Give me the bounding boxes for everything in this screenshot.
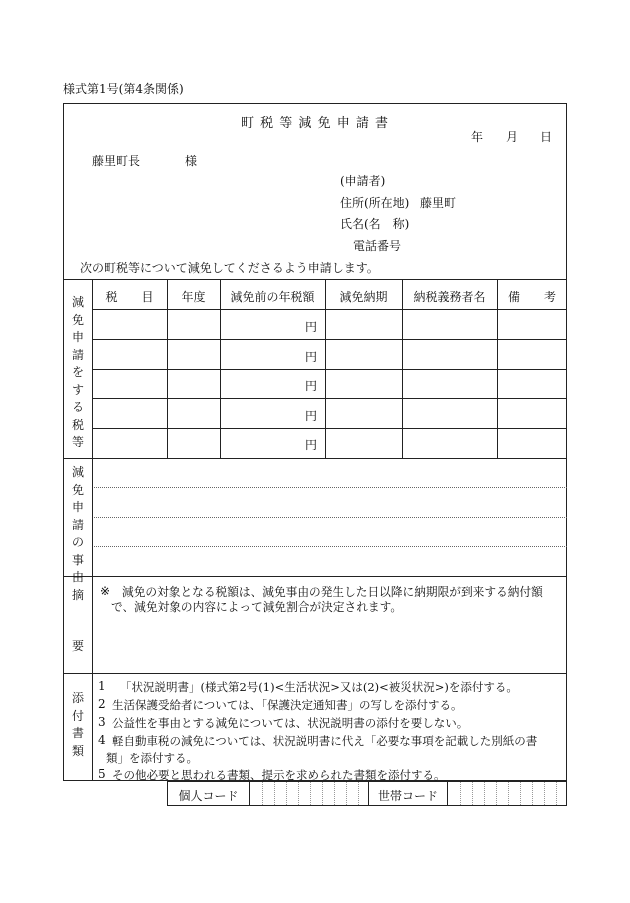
- attachment-3-num: 3: [98, 715, 106, 729]
- household-code-field[interactable]: [447, 781, 567, 806]
- attachment-1-num: 1: [98, 679, 106, 693]
- header-taxpayer-name: 納税義務者名: [413, 290, 486, 304]
- table-row-1-yen: 円: [304, 320, 317, 334]
- header-fiscal-year: 年度: [181, 290, 206, 304]
- header-annual-tax: 減免前の年税額: [230, 290, 315, 304]
- addressee-honorific: 様: [185, 154, 198, 168]
- header-payment-period: 減免納期: [339, 290, 388, 304]
- date-day: 日: [540, 130, 553, 144]
- phone-label: 電話番号: [353, 239, 402, 253]
- attachment-5-num: 5: [98, 767, 106, 781]
- request-text: 次の町税等について減免してくださるよう申請します。: [80, 261, 379, 275]
- name-label: 氏名(名 称): [340, 217, 410, 231]
- attachment-2-num: 2: [98, 697, 106, 711]
- summary-note-line1: 減免の対象となる税額は、減免事由の発生した日以降に納期限が到来する納付額: [122, 585, 543, 599]
- attachment-5-text: その他必要と思われる書類、提示を求められた書類を添付する。: [112, 768, 446, 782]
- personal-code-label: 個人コード: [178, 789, 239, 803]
- attachment-3-text: 公益性を事由とする減免については、状況説明書の添付を要しない。: [112, 716, 469, 730]
- addressee-name: 藤里町長: [92, 154, 141, 168]
- attachment-2-text: 生活保護受給者については、「保護決定通知書」の写しを添付する。: [112, 698, 463, 712]
- personal-code-field[interactable]: [249, 781, 369, 806]
- form-title: 町 税 等 減 免 申 請 書: [241, 116, 389, 131]
- form-number-label: 様式第1号(第4条関係): [63, 82, 184, 96]
- address-value: 藤里町: [420, 196, 457, 210]
- address-label: 住所(所在地): [340, 196, 410, 210]
- attachment-1-text: 「状況説明書」(様式第2号(1)<生活状況>又は(2)<被災状況>)を添付する。: [120, 680, 518, 694]
- header-tax-item: 税 目: [105, 290, 154, 304]
- table-row-2-yen: 円: [304, 350, 317, 364]
- header-remarks: 備 考: [507, 290, 556, 304]
- household-code-label-cell: [368, 781, 448, 806]
- applicant-heading: (申請者): [340, 174, 386, 188]
- attachment-4-text: 軽自動車税の減免については、状況説明書に代え「必要な事項を記載した別紙の書: [112, 734, 538, 748]
- personal-code-label-cell: [167, 781, 250, 806]
- date-month: 月: [506, 130, 519, 144]
- table-row-5-yen: 円: [304, 438, 317, 452]
- summary-label-bottom: 要: [71, 639, 84, 653]
- attachment-4-num: 4: [98, 733, 106, 747]
- summary-note-line2: で、減免対象の内容によって減免割合が決定されます。: [111, 600, 403, 614]
- reason-section-label: 減免申請の事由: [71, 465, 84, 584]
- attachments-section-label: 添付書類: [71, 691, 84, 758]
- table-row-3-yen: 円: [304, 379, 317, 393]
- table-row-4-yen: 円: [304, 409, 317, 423]
- attachment-4-cont: 類」を添付する。: [106, 751, 198, 765]
- tax-section-label: 減免申請をする税等: [71, 295, 84, 449]
- summary-label-top: 摘: [71, 588, 84, 602]
- summary-note-mark: ※: [100, 584, 111, 598]
- date-year: 年: [471, 130, 484, 144]
- household-code-label: 世帯コード: [377, 789, 438, 803]
